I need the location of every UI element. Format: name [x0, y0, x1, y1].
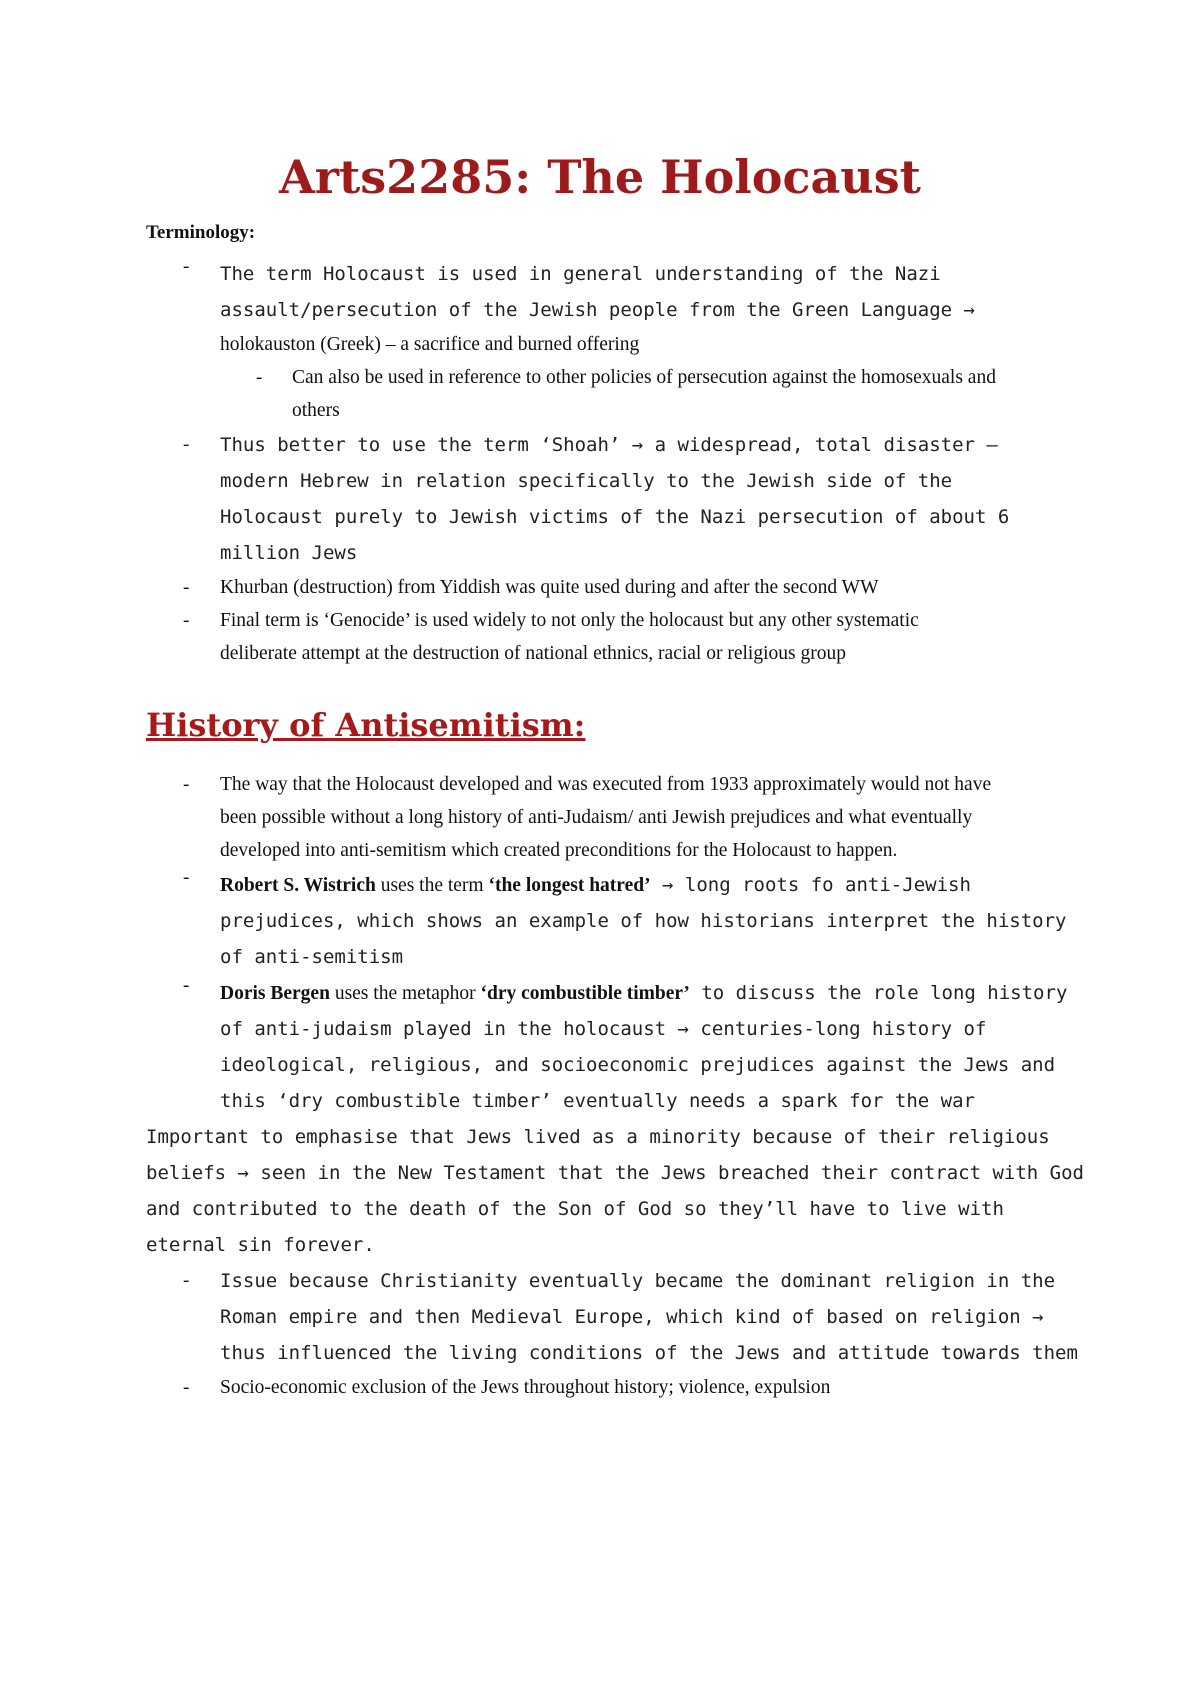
term-holokauston-text: holokauston (Greek) – a sacrifice and burned offering [220, 334, 640, 355]
terminology-heading: Terminology: [146, 222, 256, 243]
list-item: - Robert S. Wistrich uses the term ‘the longest hatred’ → long roots fo anti-Jewish prejudices, which shows an example of how historians interpret the history of anti-semitism [146, 867, 1086, 975]
history-list-continued [146, 1263, 1086, 1404]
list-item: - Socio-economic exclusion of the Jews throughout history; violence, expulsion [146, 1371, 1086, 1404]
paragraph-minority: Important to emphasise that Jews lived as a minority because of their religious beliefs → seen in the New Testament that the Jews breached their contract with God and contributed to the death of the Son of God so they’ll have to live with eternal sin forever. [146, 1126, 1084, 1256]
history-heading: History of Antisemitism: [146, 706, 586, 744]
historian-name: Robert S. Wistrich [220, 875, 376, 896]
document-title: Arts2285: The Holocaust [279, 150, 921, 204]
terminology-list-continued [146, 427, 1086, 670]
list-item [146, 256, 1086, 361]
terminology-list-block [146, 256, 1086, 670]
list-item: - Can also be used in reference to other policies of persecution against the homosexuals and others [146, 361, 1086, 427]
history-list-block [146, 768, 1086, 1404]
list-item: - Khurban (destruction) from Yiddish was quite used during and after the second WW [146, 571, 1086, 604]
list-item: - Final term is ‘Genocide’ is used widely to not only the holocaust but any other systematic deliberate attempt at the destruction of national ethnics, racial or religious group [146, 604, 1086, 670]
historian-name: Doris Bergen [220, 983, 330, 1004]
list-item: - Issue because Christianity eventually became the dominant religion in the Roman empire and then Medieval Europe, which kind of based on religion → thus influenced the living conditions of the Jews and attitude towards them [146, 1263, 1086, 1371]
terminology-sublist [146, 361, 1086, 427]
term-holocaust-text: - The term Holocaust is used in general understanding of the Nazi assault/persecution of the Jewish people from the Green Language → [220, 263, 975, 321]
list-item: - Doris Bergen uses the metaphor ‘dry combustible timber’ to discuss the role long history of anti-judaism played in the holocaust → centuries-long history of ideological, religious, and socioeconomic prejudices against the Jews and this ‘dry combustible timber’ eventually needs a spark for the war [146, 975, 1086, 1119]
history-list [146, 768, 1086, 1119]
terminology-list [146, 256, 1086, 361]
list-item: - The way that the Holocaust developed and was executed from 1933 approximately would not have been possible without a long history of anti-Judaism/ anti Jewish prejudices and what eventually developed into anti-semitism which created preconditions for the Holocaust to happen. [146, 768, 1086, 867]
list-item: - Thus better to use the term ‘Shoah’ → a widespread, total disaster – modern Hebrew in relation specifically to the Jewish side of the Holocaust purely to Jewish victims of the Nazi persecution of about 6 million Jews [146, 427, 1086, 571]
